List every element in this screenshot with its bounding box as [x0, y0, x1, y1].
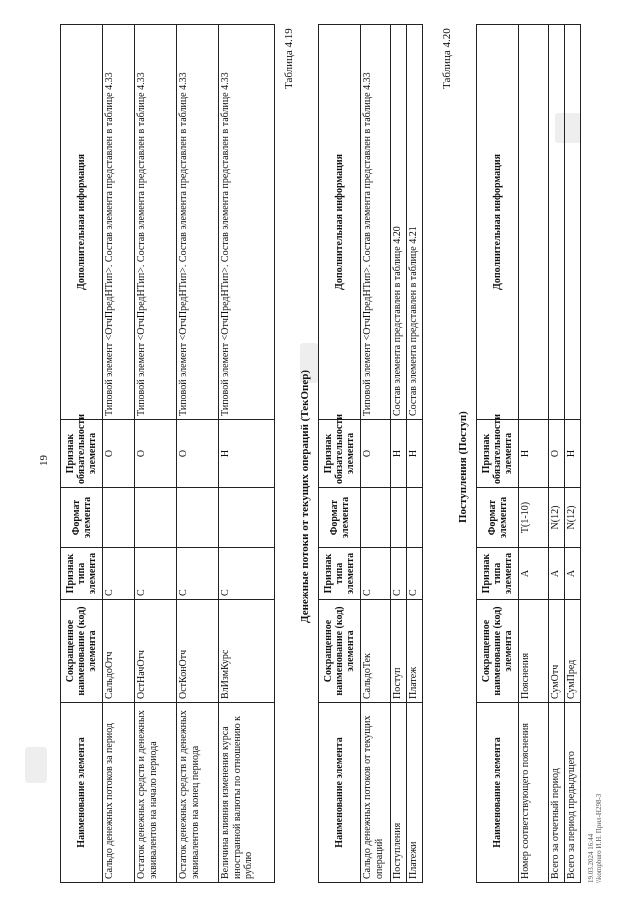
- header-type: Признак типа элемента: [61, 548, 103, 600]
- cell-name: Остаток денежных средств и денежных эквивалентов на начало периода: [135, 703, 177, 883]
- cell-type: С: [177, 548, 219, 600]
- table-row: [103, 25, 135, 883]
- table-row: [519, 25, 549, 883]
- table-label: Таблица 4.20: [441, 28, 453, 89]
- cell-name: Платежи: [407, 703, 423, 883]
- table-row: [565, 25, 581, 883]
- table-row: [361, 25, 391, 883]
- current-operations-table: [318, 24, 423, 883]
- cell-type: А: [519, 548, 549, 600]
- cell-format: T(1-10): [519, 488, 549, 548]
- cell-name: Сальдо денежных потоков от текущих операций: [361, 703, 391, 883]
- footer-timestamp: 19.03.2024 16:44: [587, 833, 595, 883]
- header-code: Сокращенное наименование (код) элемента: [61, 600, 103, 703]
- cell-required: Н: [219, 420, 275, 488]
- cell-type: С: [361, 548, 391, 600]
- cell-info: Состав элемента представлен в таблице 4.20: [391, 25, 407, 420]
- cell-code: Поступ: [391, 600, 407, 703]
- cell-type: А: [549, 548, 565, 600]
- cell-code: ОстКонОтч: [177, 600, 219, 703]
- header-name: Наименование элемента: [319, 703, 361, 883]
- header-name: Наименование элемента: [477, 703, 519, 883]
- cell-required: О: [177, 420, 219, 488]
- cell-format: [219, 488, 275, 548]
- cell-code: ВлИзмКурс: [219, 600, 275, 703]
- cell-info: Типовой элемент <ОтчПредНТип>. Состав элемента представлен в таблице 4.33: [219, 25, 275, 420]
- cell-format: [177, 488, 219, 548]
- cell-code: СальдоОтч: [103, 600, 135, 703]
- header-info: Дополнительная информация: [477, 25, 519, 420]
- header-info: Дополнительная информация: [319, 25, 361, 420]
- cell-info: Типовой элемент <ОтчПредНТип>. Состав элемента представлен в таблице 4.33: [135, 25, 177, 420]
- footer-path: \\kompburo И.Н. Прил-Н298-3: [595, 793, 604, 883]
- table-row: [407, 25, 423, 883]
- cell-required: Н: [519, 420, 549, 488]
- header-format: Формат элемента: [319, 488, 361, 548]
- cell-required: О: [135, 420, 177, 488]
- cell-info: Типовой элемент <ОтчПредНТип>. Состав элемента представлен в таблице 4.33: [177, 25, 219, 420]
- cell-info: Типовой элемент <ОтчПредНТип>. Состав элемента представлен в таблице 4.33: [361, 25, 391, 420]
- cell-type: С: [391, 548, 407, 600]
- cash-flow-table: [60, 24, 275, 883]
- cell-name: Всего за период предыдущего: [565, 703, 581, 883]
- table-title: Поступления (Поступ): [457, 411, 469, 523]
- cell-type: С: [407, 548, 423, 600]
- cell-code: СумПред: [565, 600, 581, 703]
- header-type: Признак типа элемента: [477, 548, 519, 600]
- cell-code: СумОтч: [549, 600, 565, 703]
- cell-format: N(12): [565, 488, 581, 548]
- cell-info: Состав элемента представлен в таблице 4.21: [407, 25, 423, 420]
- header-name: Наименование элемента: [61, 703, 103, 883]
- document-footer: [587, 794, 604, 883]
- table-row: [549, 25, 565, 883]
- cell-name: Величина влияния изменения курса иностранной валюты по отношению к рублю: [219, 703, 275, 883]
- cell-format: [391, 488, 407, 548]
- cell-info: [565, 25, 581, 420]
- cell-required: Н: [565, 420, 581, 488]
- page-number: 19: [38, 455, 50, 466]
- header-code: Сокращенное наименование (код) элемента: [477, 600, 519, 703]
- cell-required: Н: [391, 420, 407, 488]
- header-format: Формат элемента: [477, 488, 519, 548]
- cell-required: Н: [407, 420, 423, 488]
- header-code: Сокращенное наименование (код) элемента: [319, 600, 361, 703]
- cell-type: С: [219, 548, 275, 600]
- header-required: Признак обязательности элемента: [319, 420, 361, 488]
- cell-format: [407, 488, 423, 548]
- header-info: Дополнительная информация: [61, 25, 103, 420]
- cell-format: [135, 488, 177, 548]
- cell-format: [103, 488, 135, 548]
- cell-code: Платеж: [407, 600, 423, 703]
- header-required: Признак обязательности элемента: [61, 420, 103, 488]
- cell-type: А: [565, 548, 581, 600]
- cell-format: N(12): [549, 488, 565, 548]
- cell-name: Всего за отчетный период: [549, 703, 565, 883]
- cell-info: [549, 25, 565, 420]
- cell-code: ОстНачОтч: [135, 600, 177, 703]
- table-title: Денежные потоки от текущих операций (ТекОпер): [299, 369, 311, 623]
- header-format: Формат элемента: [61, 488, 103, 548]
- table-row: [177, 25, 219, 883]
- cell-type: С: [103, 548, 135, 600]
- cell-name: Остаток денежных средств и денежных эквивалентов на конец периода: [177, 703, 219, 883]
- cell-code: Пояснения: [519, 600, 549, 703]
- cell-required: О: [103, 420, 135, 488]
- cell-required: О: [361, 420, 391, 488]
- cell-code: СальдоТек: [361, 600, 391, 703]
- cell-info: [519, 25, 549, 420]
- table-row: [135, 25, 177, 883]
- cell-name: Номер соответствующего пояснения: [519, 703, 549, 883]
- cell-type: С: [135, 548, 177, 600]
- header-required: Признак обязательности элемента: [477, 420, 519, 488]
- cell-format: [361, 488, 391, 548]
- receipts-table: [476, 24, 581, 883]
- table-label: Таблица 4.19: [283, 28, 295, 89]
- cell-name: Сальдо денежных потоков за период: [103, 703, 135, 883]
- table-row: [391, 25, 407, 883]
- header-type: Признак типа элемента: [319, 548, 361, 600]
- cell-name: Поступления: [391, 703, 407, 883]
- table-row: [219, 25, 275, 883]
- cell-info: Типовой элемент <ОтчПредНТип>. Состав элемента представлен в таблице 4.33: [103, 25, 135, 420]
- cell-required: О: [549, 420, 565, 488]
